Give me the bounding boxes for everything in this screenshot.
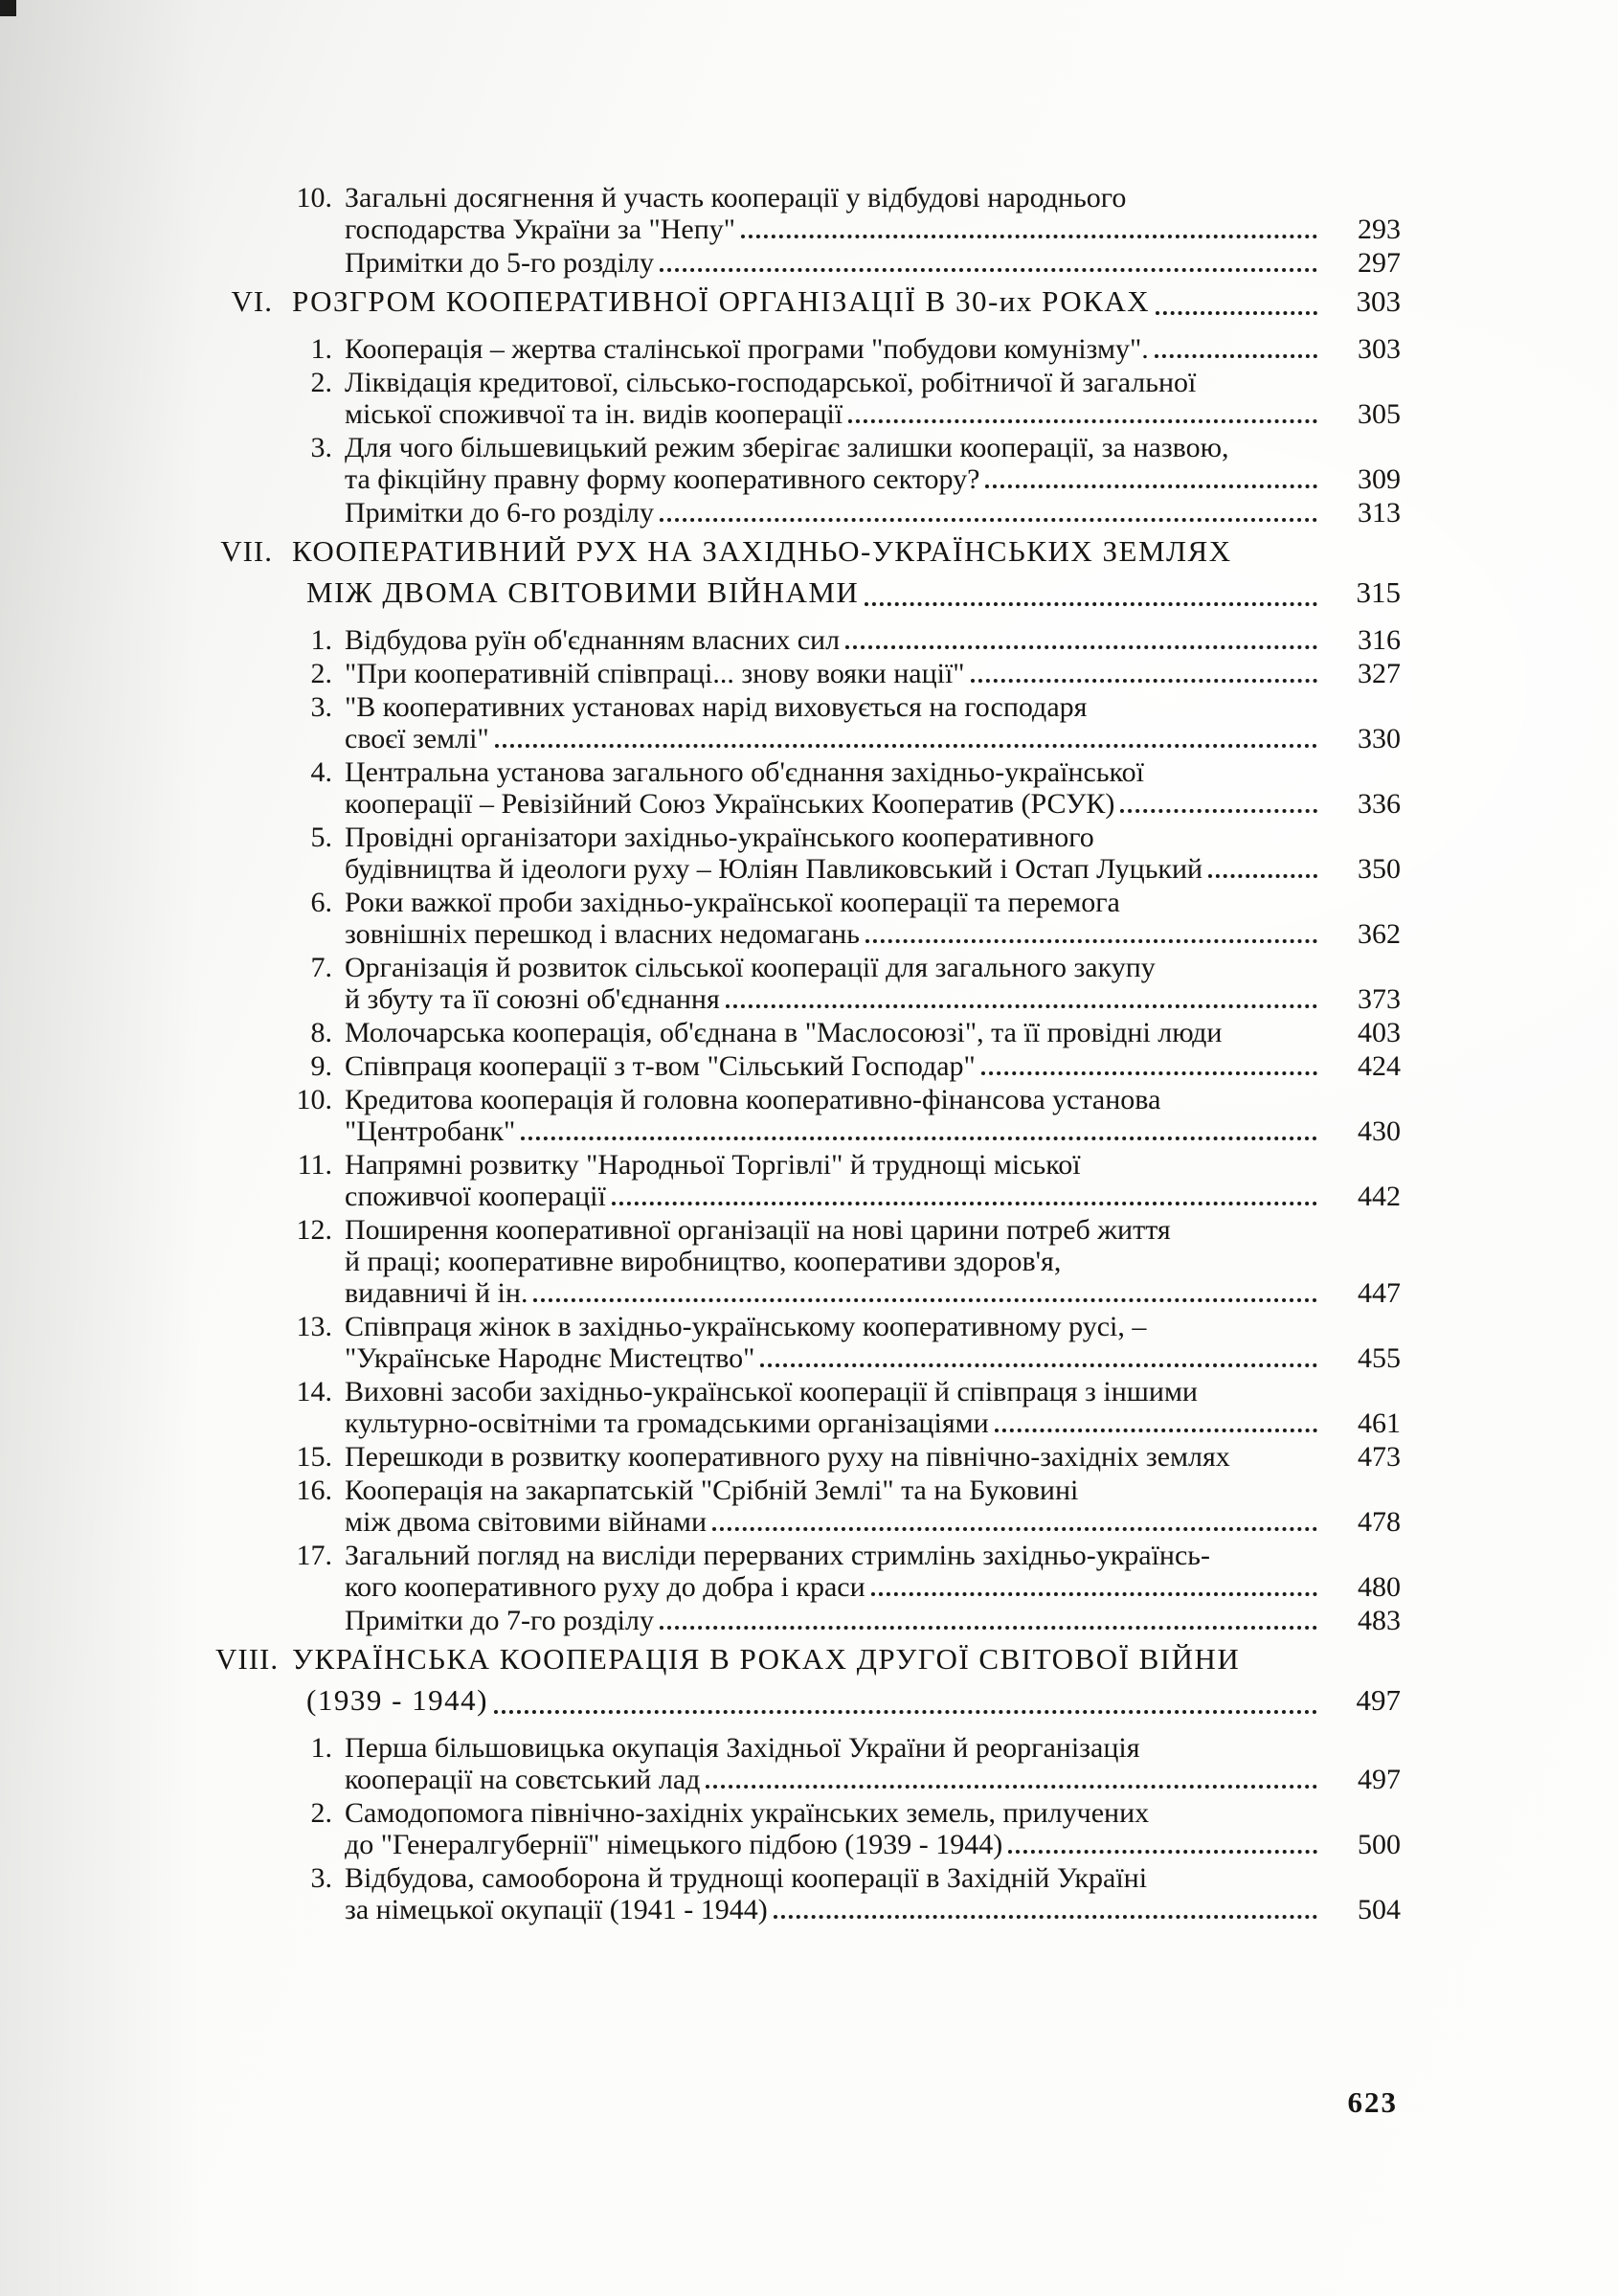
chapter-title: РОЗГРОМ КООПЕРАТИВНОЇ ОРГАНІЗАЦІЇ В 30-их РОКАХ (292, 284, 1151, 318)
dot-leader (1155, 354, 1317, 358)
entry-text-line: Співпраця кооперації з т-вом "Сільський Господар" (345, 1050, 976, 1082)
chapter-title: УКРАЇНСЬКА КООПЕРАЦІЯ В РОКАХ ДРУГОЇ СВІТОВОЇ ВІЙНИ (292, 1642, 1241, 1676)
entry-number: 2. (310, 658, 332, 689)
entry-page-number: 293 (1358, 214, 1401, 245)
entry-number: 2. (310, 1797, 332, 1829)
toc-entry (215, 1050, 1401, 1082)
entry-number: 3. (310, 432, 332, 463)
entry-text-line: "При кооперативній співпраці... знову вояки нації" (345, 658, 965, 689)
dot-leader (712, 1527, 1317, 1531)
entry-text-line: Загальний погляд на висліди перерваних стримлінь західньо-українсь- (345, 1540, 1210, 1571)
entry-text-line: Для чого більшевицький режим зберігає залишки кооперації, за назвою, (345, 432, 1229, 463)
entry-page-number: 297 (1358, 247, 1401, 279)
entry-text-line: Примітки до 7-го розділу (345, 1605, 654, 1636)
entry-page-number: 305 (1358, 398, 1401, 430)
toc-entry (215, 691, 1401, 754)
entry-page-number: 483 (1358, 1605, 1401, 1636)
entry-number: 11. (297, 1149, 332, 1181)
entry-number: 16. (296, 1474, 332, 1506)
entry-text-line: своєї землі" (345, 723, 489, 754)
scan-edge-shading (0, 0, 201, 2296)
entry-number: 1. (310, 333, 332, 365)
dot-leader (1008, 1850, 1317, 1854)
entry-text-line: Перша більшовицька окупація Західньої України й реорганізація (345, 1732, 1140, 1764)
toc-entry (215, 1376, 1401, 1439)
dot-leader (985, 484, 1317, 488)
entry-page-number: 303 (1358, 333, 1401, 365)
entry-number: 7. (310, 952, 332, 983)
entry-number: 3. (310, 691, 332, 723)
toc-entry (215, 624, 1401, 656)
entry-page-number: 373 (1358, 983, 1401, 1015)
dot-leader (521, 1137, 1317, 1140)
scan-corner-artifact (0, 0, 16, 16)
toc-entry (215, 1084, 1401, 1147)
toc-entry (215, 822, 1401, 885)
entry-text-line: між двома світовими війнами (345, 1506, 708, 1538)
dot-leader (660, 1626, 1317, 1630)
entry-text-line: Відбудова руїн об'єднанням власних сил (345, 624, 841, 656)
entry-text-line: Відбудова, самооборона й труднощі кооперації в Західній Україні (345, 1862, 1148, 1894)
entry-page-number: 504 (1358, 1894, 1401, 1925)
entry-page-number: 303 (1356, 284, 1401, 318)
toc-entry (215, 658, 1401, 689)
entry-text-line: будівництва й ідеологи руху – Юліян Павликовський і Остап Луцький (345, 853, 1203, 885)
entry-text-line: Провідні організатори західньо-українського кооперативного (345, 822, 1094, 853)
entry-text-line: Кооперація на закарпатській "Срібній Землі" та на Буковині (345, 1474, 1079, 1506)
toc-entry (215, 1311, 1401, 1374)
entry-page-number: 473 (1358, 1441, 1401, 1473)
dot-leader (1208, 874, 1317, 878)
toc-entry (215, 1017, 1401, 1048)
entry-number: 13. (296, 1311, 332, 1342)
entry-text-line: й збуту та її союзні об'єднання (345, 983, 720, 1015)
dot-leader (760, 1363, 1317, 1367)
toc-entry (215, 887, 1401, 950)
toc-entry (215, 1149, 1401, 1212)
dot-leader (741, 235, 1317, 238)
dot-leader (494, 1710, 1317, 1714)
entry-page-number: 327 (1358, 658, 1401, 689)
entry-text-line: міської споживчої та ін. видів кооперації (345, 398, 843, 430)
entry-page-number: 362 (1358, 918, 1401, 950)
dot-leader (1156, 311, 1317, 315)
dot-leader (865, 939, 1317, 943)
toc-entry (215, 1732, 1401, 1795)
chapter-title-continued: МІЖ ДВОМА СВІТОВИМИ ВІЙНАМИ (306, 575, 860, 609)
entry-page-number: 330 (1358, 723, 1401, 754)
toc-entry (215, 756, 1401, 820)
entry-page-number: 497 (1356, 1683, 1401, 1717)
chapter-title-continued: (1939 - 1944) (306, 1683, 488, 1717)
toc-entry (215, 182, 1401, 245)
entry-page-number: 316 (1358, 624, 1401, 656)
entry-text-line: "Центробанк" (345, 1115, 516, 1147)
entry-page-number: 315 (1356, 575, 1401, 609)
entry-text-line: Напрямні розвитку "Народньої Торгівлі" й труднощі міської (345, 1149, 1081, 1181)
entry-text-line: кооперації – Ревізійний Союз Українських Кооператив (РСУК) (345, 788, 1115, 820)
toc-entry (215, 432, 1401, 495)
toc-entry (215, 1474, 1401, 1538)
entry-text-line: Ліквідація кредитової, сільсько-господарської, робітничої й загальної (345, 367, 1197, 398)
dot-leader (995, 1429, 1317, 1432)
entry-text-line: Центральна установа загального об'єднання західньо-української (345, 756, 1144, 788)
toc-entry (215, 247, 1401, 279)
entry-number: 15. (296, 1441, 332, 1473)
dot-leader (533, 1298, 1317, 1302)
entry-text-line: Організація й розвиток сільської кооперації для загального закупу (345, 952, 1156, 983)
dot-leader (660, 518, 1317, 522)
entry-number: 2. (310, 367, 332, 398)
entry-number: 14. (296, 1376, 332, 1407)
entry-page-number: 480 (1358, 1571, 1401, 1603)
entry-text-line: культурно-освітніми та громадськими організаціями (345, 1407, 989, 1439)
toc-entry (215, 1797, 1401, 1860)
entry-text-line: зовнішніх перешкод і власних недомагань (345, 918, 860, 950)
page-number-footer: 623 (1347, 2085, 1398, 2119)
entry-text-line: кого кооперативного руху до добра і краси (345, 1571, 865, 1603)
entry-text-line: Самодопомога північно-західніх українських земель, прилучених (345, 1797, 1150, 1829)
entry-text-line: господарства України за "Непу" (345, 214, 736, 245)
entry-text-line: Кредитова кооперація й головна кооперативно-фінансова установа (345, 1084, 1161, 1115)
table-of-contents (215, 182, 1401, 1925)
toc-chapter-heading (215, 281, 1401, 322)
dot-leader (612, 1202, 1317, 1205)
toc-entry (215, 1441, 1401, 1473)
entry-text-line: споживчої кооперації (345, 1181, 606, 1212)
entry-text-line: Примітки до 6-го розділу (345, 497, 654, 529)
entry-number: 12. (296, 1214, 332, 1246)
entry-text-line: "В кооперативних установах нарід виховується на господаря (345, 691, 1088, 723)
dot-leader (1120, 809, 1317, 813)
entry-number: 5. (310, 822, 332, 853)
entry-text-line: "Українське Народнє Мистецтво" (345, 1342, 755, 1374)
toc-entry (215, 367, 1401, 430)
entry-text-line: кооперації на совєтський лад (345, 1764, 701, 1795)
entry-page-number: 497 (1358, 1764, 1401, 1795)
entry-text-line: видавничі й ін. (345, 1277, 528, 1309)
toc-entry (215, 1214, 1401, 1309)
dot-leader (495, 744, 1317, 748)
entry-text-line: до "Генералгубернії" німецького підбою (1939 - 1944) (345, 1829, 1003, 1860)
entry-text-line: Примітки до 5-го розділу (345, 247, 654, 279)
entry-number: 8. (310, 1017, 332, 1048)
entry-text-line: Молочарська кооперація, об'єднана в "Маслосоюзі", та її провідні люди (345, 1017, 1223, 1048)
entry-number: 1. (310, 624, 332, 656)
entry-text-line: Роки важкої проби західньо-української кооперації та перемога (345, 887, 1120, 918)
entry-page-number: 461 (1358, 1407, 1401, 1439)
entry-page-number: 500 (1358, 1829, 1401, 1860)
dot-leader (726, 1004, 1317, 1008)
toc-entry (215, 333, 1401, 365)
dot-leader (706, 1785, 1317, 1789)
entry-number: 4. (310, 756, 332, 788)
toc-entry (215, 1540, 1401, 1603)
entry-number: 9. (310, 1050, 332, 1082)
entry-page-number: 455 (1358, 1342, 1401, 1374)
entry-page-number: 403 (1358, 1017, 1401, 1048)
entry-number: 3. (310, 1862, 332, 1894)
entry-page-number: 478 (1358, 1506, 1401, 1538)
entry-page-number: 442 (1358, 1181, 1401, 1212)
toc-chapter-heading (215, 530, 1401, 613)
dot-leader (845, 645, 1317, 649)
entry-number: 10. (296, 1084, 332, 1115)
dot-leader (848, 419, 1317, 423)
entry-text-line: Співпраця жінок в західньо-українському кооперативному русі, – (345, 1311, 1147, 1342)
entry-page-number: 309 (1358, 463, 1401, 495)
entry-page-number: 430 (1358, 1115, 1401, 1147)
entry-text-line: Загальні досягнення й участь кооперації у відбудові народнього (345, 182, 1127, 214)
entry-number: 1. (310, 1732, 332, 1764)
chapter-roman-numeral: VIII. (215, 1642, 280, 1676)
entry-page-number: 350 (1358, 853, 1401, 885)
entry-number: 6. (310, 887, 332, 918)
toc-entry (215, 952, 1401, 1015)
dot-leader (871, 1592, 1317, 1596)
chapter-roman-numeral: VII. (220, 534, 273, 568)
entry-text-line: Поширення кооперативної організації на нові царини потреб життя (345, 1214, 1171, 1246)
toc-entry (215, 1605, 1401, 1636)
dot-leader (660, 268, 1317, 272)
dot-leader (971, 679, 1317, 683)
entry-text-line: за німецької окупації (1941 - 1944) (345, 1894, 768, 1925)
chapter-roman-numeral: VI. (231, 284, 273, 318)
entry-text-line: Виховні засоби західньо-української кооперації й співпраця з іншими (345, 1376, 1198, 1407)
entry-text-line: й праці; кооперативне виробництво, кооперативи здоров'я, (345, 1246, 1062, 1277)
entry-text-line: та фікційну правну форму кооперативного сектору? (345, 463, 980, 495)
chapter-title: КООПЕРАТИВНИЙ РУХ НА ЗАХІДНЬО-УКРАЇНСЬКИХ ЗЕМЛЯХ (292, 534, 1232, 568)
entry-page-number: 313 (1358, 497, 1401, 529)
entry-number: 17. (296, 1540, 332, 1571)
dot-leader (981, 1071, 1317, 1075)
entry-page-number: 424 (1358, 1050, 1401, 1082)
toc-chapter-heading (215, 1638, 1401, 1721)
entry-page-number: 336 (1358, 788, 1401, 820)
toc-entry (215, 497, 1401, 529)
dot-leader (774, 1915, 1317, 1919)
entry-number: 10. (296, 182, 332, 214)
toc-entry (215, 1862, 1401, 1925)
entry-page-number: 447 (1358, 1277, 1401, 1309)
dot-leader (865, 602, 1317, 606)
entry-text-line: Кооперація – жертва сталінської програми "побудови комунізму". (345, 333, 1149, 365)
entry-text-line: Перешкоди в розвитку кооперативного руху на північно-західніх землях (345, 1441, 1230, 1473)
